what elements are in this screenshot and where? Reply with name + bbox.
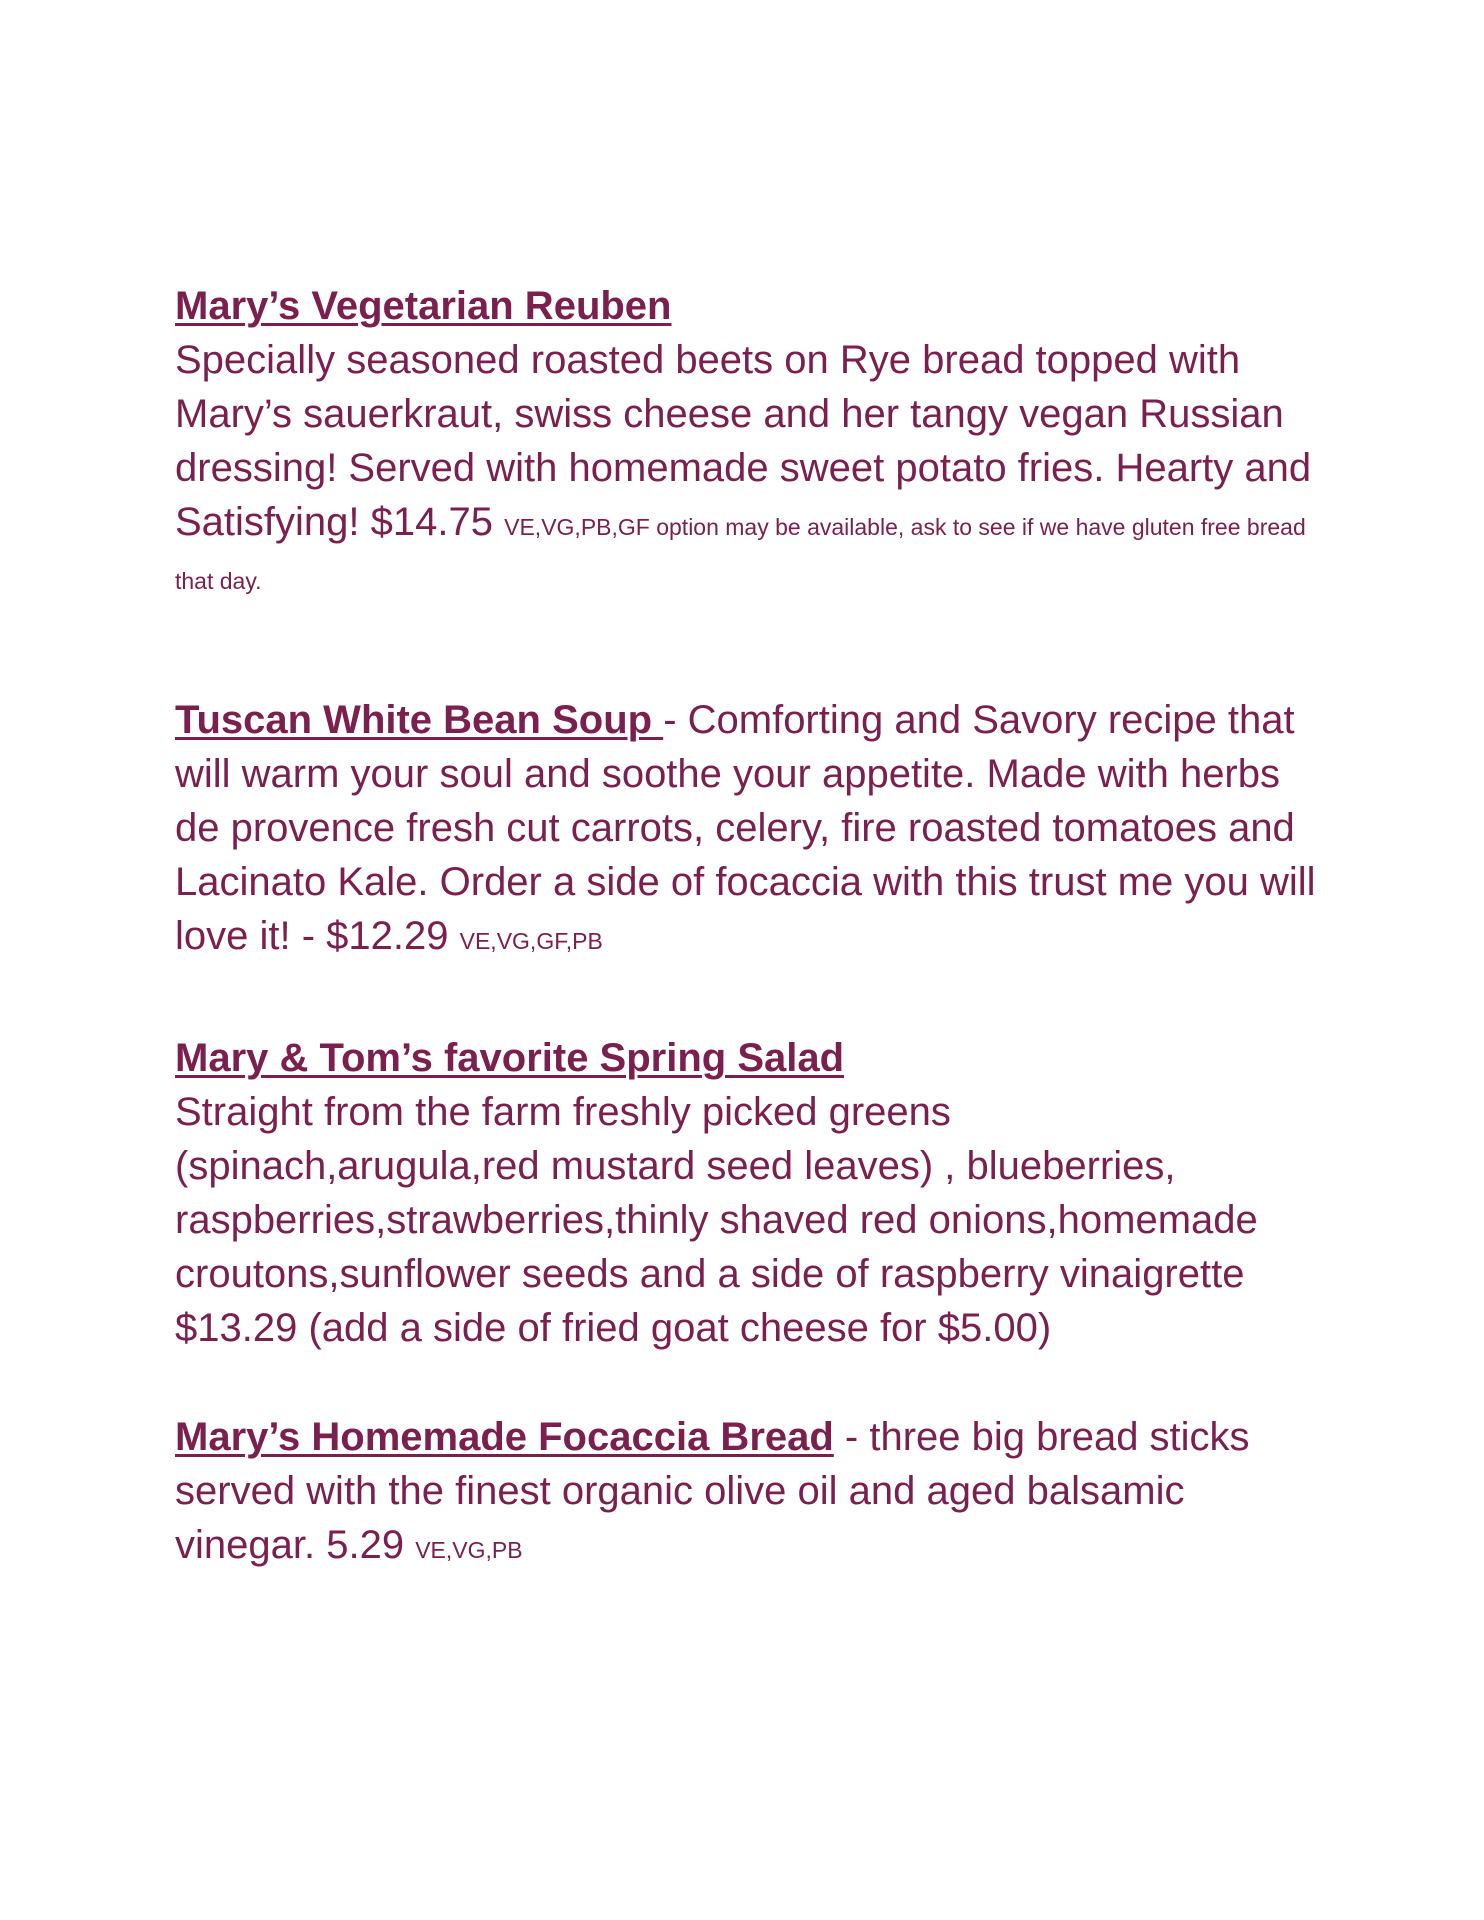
menu-item-salad xyxy=(175,1031,1325,1355)
dietary-tags: VE,VG,GF,PB xyxy=(459,928,603,954)
item-title: Mary’s Homemade Focaccia Bread xyxy=(175,1415,834,1459)
menu-item-focaccia xyxy=(175,1410,1325,1572)
item-description: - three big bread sticks served with the finest organic olive oil and aged balsamic vinegar. 5.29 xyxy=(175,1415,1250,1567)
menu-item-reuben xyxy=(175,279,1325,603)
item-title: Mary’s Vegetarian Reuben xyxy=(175,284,672,328)
dietary-tags: VE,VG,PB xyxy=(415,1537,523,1563)
menu-item-soup xyxy=(175,693,1325,963)
item-title: Mary & Tom’s favorite Spring Salad xyxy=(175,1036,845,1080)
dietary-tags: VE,VG,PB,GF option may be available, ask to see if we have gluten free bread that day. xyxy=(175,514,1306,594)
item-description: - Comforting and Savory recipe that will warm your soul and soothe your appetite. Made with herbs de provence fresh cut carrots, celery, fire roasted tomatoes and Lacinato Kale. Order a side of focaccia with this trust me you will love it! - $12.29 xyxy=(175,698,1316,958)
item-title: Tuscan White Bean Soup xyxy=(175,698,664,742)
item-description: Straight from the farm freshly picked greens (spinach,arugula,red mustard seed leaves) , blueberries, raspberries,strawberries,thinly shaved red onions,homemade croutons,sunflower seeds and a side of raspberry vinaigrette $13.29 (add a side of fried goat cheese for $5.00) xyxy=(175,1090,1258,1350)
item-description: Specially seasoned roasted beets on Rye bread topped with Mary’s sauerkraut, swiss cheese and her tangy vegan Russian dressing! Served with homemade sweet potato fries. Hearty and Satisfying! $14.75 xyxy=(175,338,1312,544)
